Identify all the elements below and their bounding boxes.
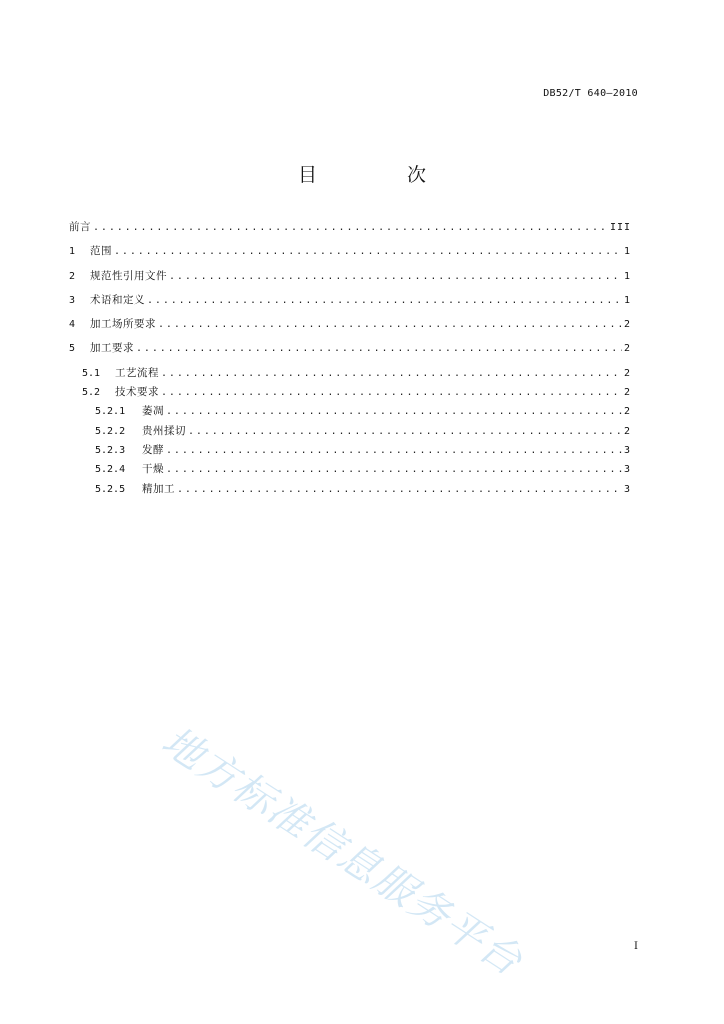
toc-item-label: 萎凋	[142, 405, 164, 418]
toc-item-page: 2	[623, 319, 631, 331]
toc-item-label: 规范性引用文件	[90, 269, 167, 282]
toc-leader-dots	[161, 387, 622, 398]
toc-item-number: 4	[69, 319, 76, 331]
toc-item-page: 2	[623, 387, 631, 399]
toc-item-label: 贵州揉切	[142, 424, 186, 437]
toc-leader-dots	[169, 271, 622, 282]
toc-item-drying[interactable]	[69, 461, 631, 480]
toc-item-scope[interactable]	[69, 243, 631, 267]
toc-item-processing-requirements[interactable]	[69, 340, 631, 364]
toc-item-label: 干燥	[142, 463, 164, 476]
toc-leader-dots	[166, 406, 622, 417]
toc-item-page: 1	[623, 270, 631, 282]
page-number: I	[634, 941, 638, 952]
toc-item-fermentation[interactable]	[69, 442, 631, 461]
toc-item-number: 5.2.4	[95, 464, 126, 476]
toc-leader-dots	[161, 368, 622, 379]
toc-item-number: 2	[69, 270, 76, 282]
toc-item-technical-requirements[interactable]	[69, 384, 631, 403]
toc-item-normative-references[interactable]	[69, 268, 631, 292]
table-of-contents	[69, 219, 631, 500]
toc-item-number: 5.1	[82, 367, 101, 379]
toc-item-processing-site[interactable]	[69, 316, 631, 340]
toc-item-number: 5.2.5	[95, 483, 126, 495]
toc-item-number: 5.2.2	[95, 425, 126, 437]
toc-item-label: 精加工	[142, 482, 175, 495]
toc-item-number: 3	[69, 294, 76, 306]
toc-item-page: 3	[623, 444, 631, 456]
toc-item-label: 加工场所要求	[90, 318, 156, 331]
toc-leader-dots	[136, 343, 622, 354]
toc-item-page: III	[609, 222, 631, 233]
toc-item-page: 3	[623, 464, 631, 476]
toc-item-page: 2	[623, 367, 631, 379]
toc-item-number: 1	[69, 246, 76, 258]
toc-item-label: 发酵	[142, 443, 164, 456]
toc-item-label: 前言	[69, 221, 91, 233]
toc-item-page: 2	[623, 343, 631, 355]
toc-item-process-flow[interactable]	[69, 365, 631, 384]
toc-item-refining[interactable]	[69, 481, 631, 500]
toc-item-number: 5.2	[82, 387, 101, 399]
toc-item-label: 技术要求	[115, 386, 159, 399]
toc-item-page: 1	[623, 294, 631, 306]
toc-item-page: 3	[623, 483, 631, 495]
toc-leader-dots	[93, 222, 608, 233]
toc-leader-dots	[166, 464, 622, 475]
toc-leader-dots	[158, 319, 622, 330]
toc-item-label: 术语和定义	[90, 293, 145, 306]
toc-item-number: 5.2.3	[95, 444, 126, 456]
toc-item-foreword[interactable]	[69, 219, 631, 243]
page-title: 目 次	[297, 164, 469, 186]
toc-item-page: 1	[623, 246, 631, 258]
toc-leader-dots	[177, 484, 622, 495]
toc-item-rolling-cutting[interactable]	[69, 423, 631, 442]
toc-item-number: 5	[69, 343, 76, 355]
toc-item-page: 2	[623, 406, 631, 418]
toc-item-label: 范围	[90, 245, 112, 258]
toc-item-label: 加工要求	[90, 342, 134, 355]
toc-leader-dots	[188, 426, 622, 437]
toc-leader-dots	[147, 295, 622, 306]
toc-item-page: 2	[623, 425, 631, 437]
toc-item-label: 工艺流程	[115, 366, 159, 379]
toc-item-withering[interactable]	[69, 403, 631, 422]
toc-leader-dots	[114, 246, 622, 257]
toc-item-number: 5.2.1	[95, 406, 126, 418]
toc-leader-dots	[166, 445, 622, 456]
toc-item-terms-definitions[interactable]	[69, 292, 631, 316]
standard-code: DB52/T 640—2010	[543, 88, 638, 99]
watermark: 地方标准信息服务平台	[153, 718, 531, 986]
